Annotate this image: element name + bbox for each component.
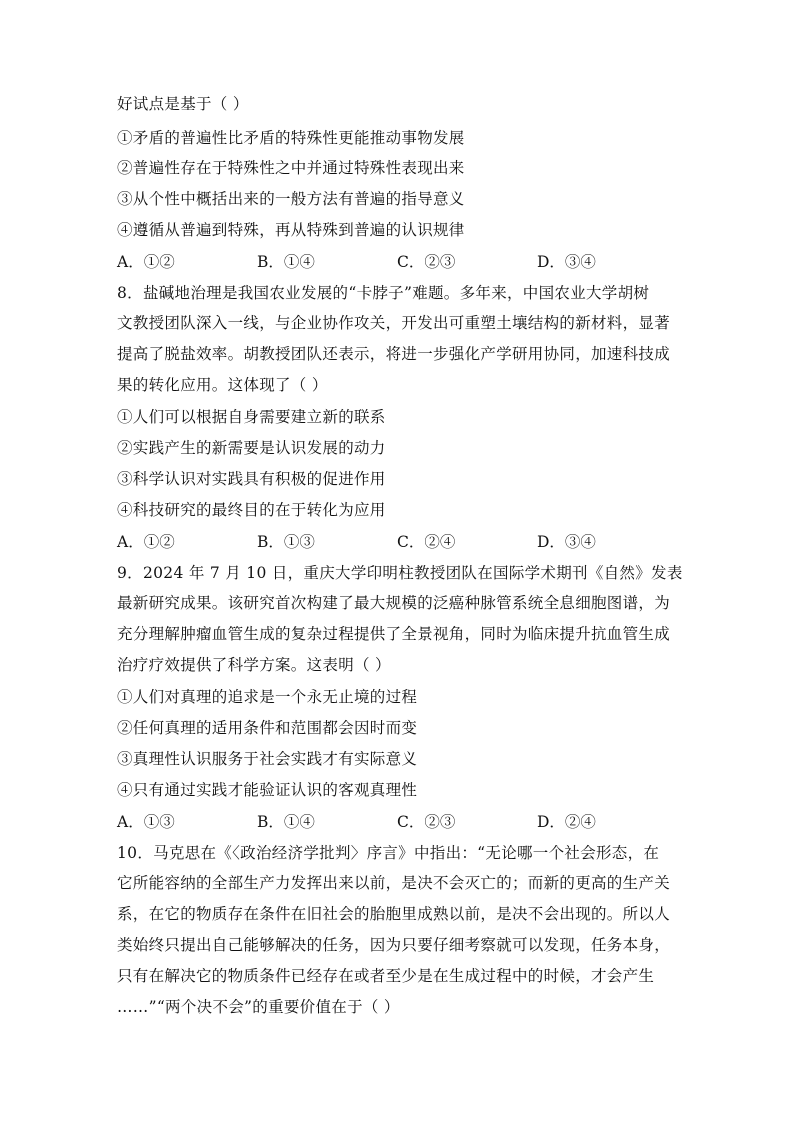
q8-option-b: B．①③: [257, 533, 315, 551]
q8-stem-line-2: 文教授团队深入一线，与企业协作攻关，开发出可重塑土壤结构的新材料，显著: [117, 314, 671, 332]
q7-option-b: B．①④: [257, 253, 315, 271]
q7-option-d: D．③④: [537, 253, 596, 271]
q7-stem-tail: 好试点是基于（ ）: [117, 95, 249, 113]
q10-stem-line-5: 只有在解决它的物质条件已经存在或者至少是在生成过程中的时候，才会产生: [117, 967, 655, 985]
q8-option-a: A．①②: [117, 533, 175, 551]
q7-statement-1: ①矛盾的普遍性比矛盾的特殊性更能推动事物发展: [117, 129, 465, 147]
q8-option-d: D．③④: [537, 533, 596, 551]
q7-option-a: A．①②: [117, 253, 175, 271]
q9-stem-line-1: 9．2024 年 7 月 10 日，重庆大学印明柱教授团队在国际学术期刊《自然》发表: [117, 564, 683, 582]
q10-stem-line-1: 10．马克思在《〈政治经济学批判〉序言》中指出：“无论哪一个社会形态，在: [117, 844, 660, 862]
q8-statement-4: ④科技研究的最终目的在于转化为应用: [117, 501, 386, 519]
q9-option-b: B．①④: [257, 813, 315, 831]
q7-statement-4: ④遵循从普遍到特殊，再从特殊到普遍的认识规律: [117, 221, 465, 239]
q9-option-d: D．②④: [537, 813, 596, 831]
q7-statement-3: ③从个性中概括出来的一般方法有普遍的指导意义: [117, 190, 465, 208]
q8-option-c: C．②④: [397, 533, 456, 551]
q10-stem-line-6: ……”“两个决不会”的重要价值在于（ ）: [117, 998, 400, 1016]
q8-statement-2: ②实践产生的新需要是认识发展的动力: [117, 439, 386, 457]
q9-stem-line-2: 最新研究成果。该研究首次构建了最大规模的泛癌种脉管系统全息细胞图谱，为: [117, 594, 671, 612]
q9-statement-3: ③真理性认识服务于社会实践才有实际意义: [117, 750, 418, 768]
q9-statement-2: ②任何真理的适用条件和范围都会因时而变: [117, 719, 418, 737]
q9-option-c: C．②③: [397, 813, 456, 831]
q7-statement-2: ②普遍性存在于特殊性之中并通过特殊性表现出来: [117, 159, 465, 177]
q9-option-a: A．①③: [117, 813, 175, 831]
q9-stem-line-3: 充分理解肿瘤血管生成的复杂过程提供了全景视角，同时为临床提升抗血管生成: [117, 625, 671, 643]
q9-statement-1: ①人们对真理的追求是一个永无止境的过程: [117, 688, 418, 706]
q9-stem-line-4: 治疗疗效提供了科学方案。这表明（ ）: [117, 656, 391, 674]
q8-statement-3: ③科学认识对实践具有积极的促进作用: [117, 470, 386, 488]
q8-statement-1: ①人们可以根据自身需要建立新的联系: [117, 408, 386, 426]
q10-stem-line-3: 系，在它的物质存在条件在旧社会的胎胞里成熟以前，是决不会出现的。所以人: [117, 905, 671, 923]
q8-stem-line-1: 8．盐碱地治理是我国农业发展的“卡脖子”难题。多年来，中国农业大学胡树: [117, 284, 650, 302]
q9-statement-4: ④只有通过实践才能验证认识的客观真理性: [117, 781, 418, 799]
q10-stem-line-2: 它所能容纳的全部生产力发挥出来以前，是决不会灭亡的；而新的更高的生产关: [117, 874, 671, 892]
q8-stem-line-4: 果的转化应用。这体现了（ ）: [117, 376, 328, 394]
q7-option-c: C．②③: [397, 253, 456, 271]
q8-stem-line-3: 提高了脱盐效率。胡教授团队还表示，将进一步强化产学研用协同，加速科技成: [117, 345, 671, 363]
q10-stem-line-4: 类始终只提出自己能够解决的任务，因为只要仔细考察就可以发现，任务本身，: [117, 936, 671, 954]
